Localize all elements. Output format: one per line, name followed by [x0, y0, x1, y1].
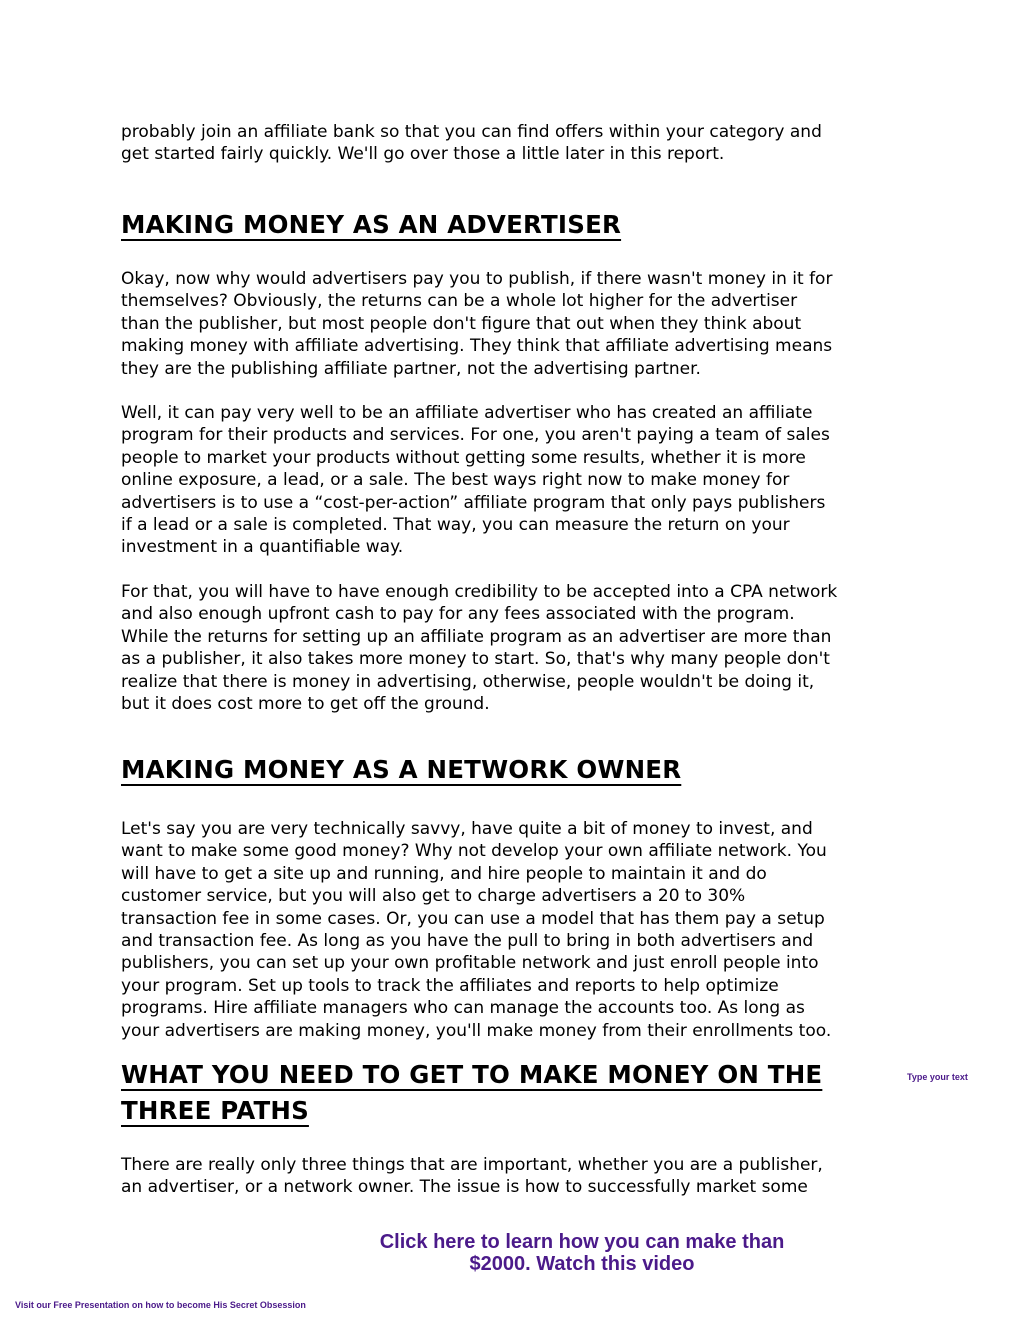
three-paths-paragraph-1: There are really only three things that are important, whether you are a publisher, an advertiser, or a network owner. The issue is how to successfully market some [121, 1155, 823, 1198]
advertiser-paragraph-3: For that, you will have to have enough credibility to be accepted into a CPA network and also enough upfront cash to pay for any fees associated with the program. While the returns for setting up an affiliate program as an advertiser are more than as a publisher, it also takes more money to start. So, that's why many people don't realize that there is money in advertising, otherwise, people wouldn't be doing it, but it does cost more to get off the ground. [121, 582, 838, 715]
intro-paragraph: probably join an affiliate bank so that you can find offers within your category and get started fairly quickly. We'll go over those a little later in this report. [121, 122, 822, 165]
heading-three-paths: WHAT YOU NEED TO GET TO MAKE MONEY ON THE THREE PATHS [121, 1060, 823, 1125]
type-your-text-note: Type your text [907, 1072, 968, 1082]
advertiser-paragraph-1: Okay, now why would advertisers pay you to publish, if there wasn't money in it for themselves? Obviously, the returns can be a whole lot higher for the advertiser than the publisher, but most people don't figure that out when they think about making money with affiliate advertising. They think that affiliate advertising means they are the publishing affiliate partner, not the advertising partner. [121, 269, 833, 379]
video-cta-link[interactable]: Click here to learn how you can make than $2000. Watch this video [379, 1231, 785, 1275]
network-paragraph-1: Let's say you are very technically savvy, have quite a bit of money to invest, and want to make some good money? Why not develop your own affiliate network. You will have to get a site up and running, and hire people to maintain it and do customer service, but you will also get to charge advertisers a 20 to 30% transaction fee in some cases. Or, you can use a model that has them pay a setup and transaction fee. As long as you have the pull to bring in both advertisers and publishers, you can set up your own profitable network and just enroll people into your program. Set up tools to track the affiliates and reports to help optimize programs. Hire affiliate managers who can manage the accounts too. As long as your advertisers are making money, you'll make money from their enrollments too. [121, 819, 832, 1041]
advertiser-paragraph-2: Well, it can pay very well to be an affiliate advertiser who has created an affiliate program for their products and services. For one, you aren't paying a team of sales people to market your products without getting some results, whether it is more online exposure, a lead, or a sale. The best ways right now to make money for advertisers is to use a “cost-per-action” affiliate program that only pays publishers if a lead or a sale is completed. That way, you can measure the return on your investment in a quantifiable way. [121, 403, 830, 558]
heading-advertiser: MAKING MONEY AS AN ADVERTISER [121, 210, 622, 239]
footer-presentation-link[interactable]: Visit our Free Presentation on how to become His Secret Obsession [15, 1300, 306, 1310]
heading-network-owner: MAKING MONEY AS A NETWORK OWNER [121, 755, 682, 784]
